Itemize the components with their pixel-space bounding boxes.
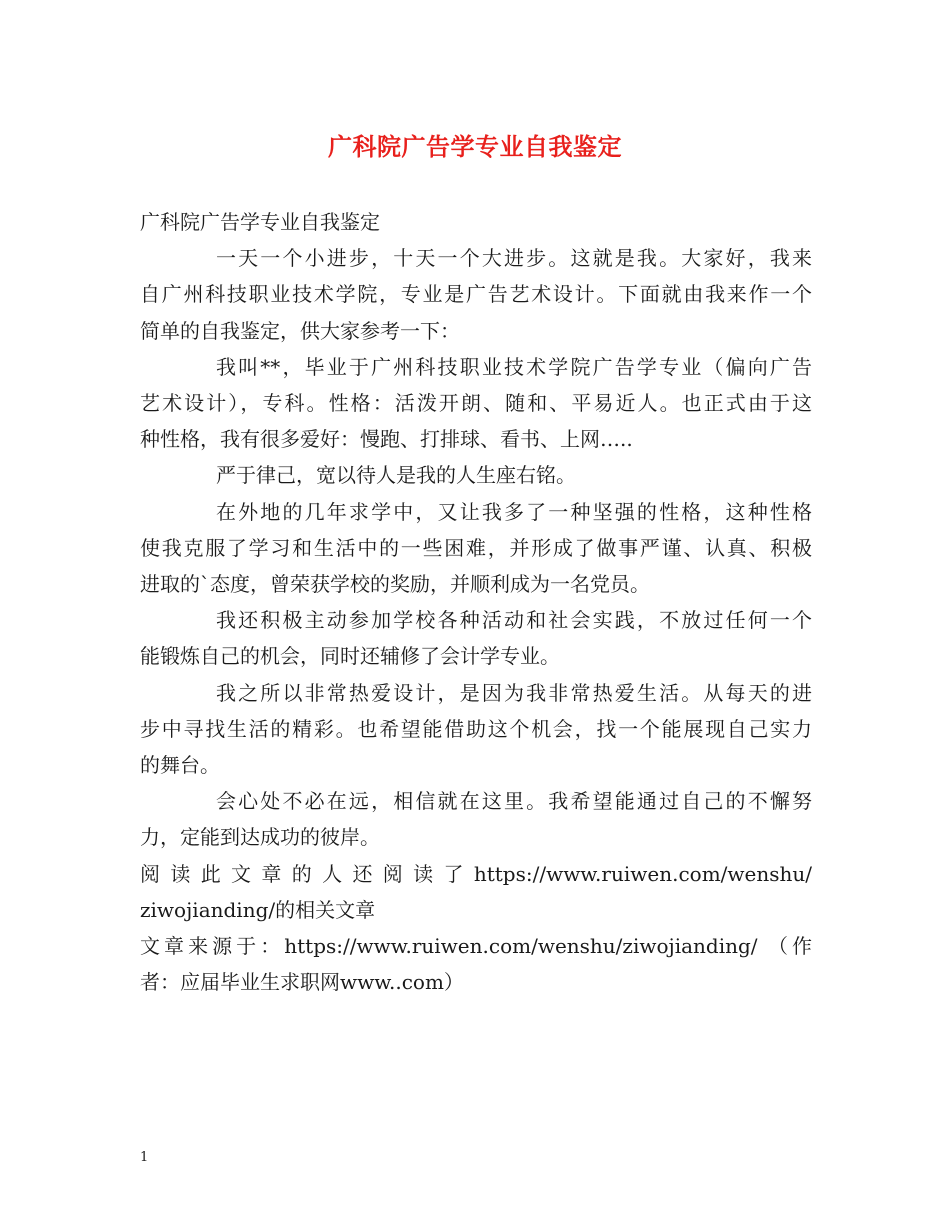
text-line: 的舞台。 [140, 753, 220, 778]
text-line: 阅 读 此 文 章 的 人 还 阅 读 了 https://www.ruiwen.com/wenshu/ [140, 861, 812, 886]
text-line: 艺术设计），专科。性格：活泼开朗、随和、平易近人。也正式由于这 [140, 391, 812, 416]
text-line: 简单的自我鉴定，供大家参考一下： [140, 318, 460, 343]
text-line: 我叫**，毕业于广州科技职业技术学院广告学专业（偏向广告 [216, 354, 812, 379]
text-line: 自广州科技职业技术学院，专业是广告艺术设计。下面就由我来作一个 [140, 282, 812, 307]
text-line: 广科院广告学专业自我鉴定 [140, 210, 380, 234]
text-line: 者：应届毕业生求职网www..com） [140, 970, 464, 995]
text-line: 能锻炼自己的机会，同时还辅修了会计学专业。 [140, 644, 560, 669]
text-line: 文章来源于：https://www.ruiwen.com/wenshu/ziwojianding/ （作 [140, 934, 812, 959]
text-line: 在外地的几年求学中，又让我多了一种坚强的性格，这种性格 [216, 499, 812, 524]
text-line: 力，定能到达成功的彼岸。 [140, 825, 380, 850]
text-line: 种性格，我有很多爱好：慢跑、打排球、看书、上网….. [140, 427, 633, 452]
text-line: 进取的`态度，曾荣获学校的奖励，并顺利成为一名党员。 [140, 572, 650, 597]
text-line: 严于律己，宽以待人是我的人生座右铭。 [216, 463, 576, 488]
text-line: 一天一个小进步，十天一个大进步。这就是我。大家好，我来 [216, 246, 812, 271]
text-line: 我之所以非常热爱设计，是因为我非常热爱生活。从每天的进 [216, 680, 812, 705]
document-title: 广科院广告学专业自我鉴定 [328, 132, 622, 161]
text-line: 我还积极主动参加学校各种活动和社会实践，不放过任何一个 [216, 608, 812, 633]
text-line: ziwojianding/的相关文章 [140, 897, 376, 922]
page-number: 1 [140, 1150, 149, 1165]
text-line: 使我克服了学习和生活中的一些困难，并形成了做事严谨、认真、积极 [140, 535, 812, 560]
text-line: 步中寻找生活的精彩。也希望能借助这个机会，找一个能展现自己实力 [140, 716, 812, 741]
text-line: 会心处不必在远，相信就在这里。我希望能通过自己的不懈努 [216, 789, 812, 814]
document-body [140, 204, 812, 1000]
